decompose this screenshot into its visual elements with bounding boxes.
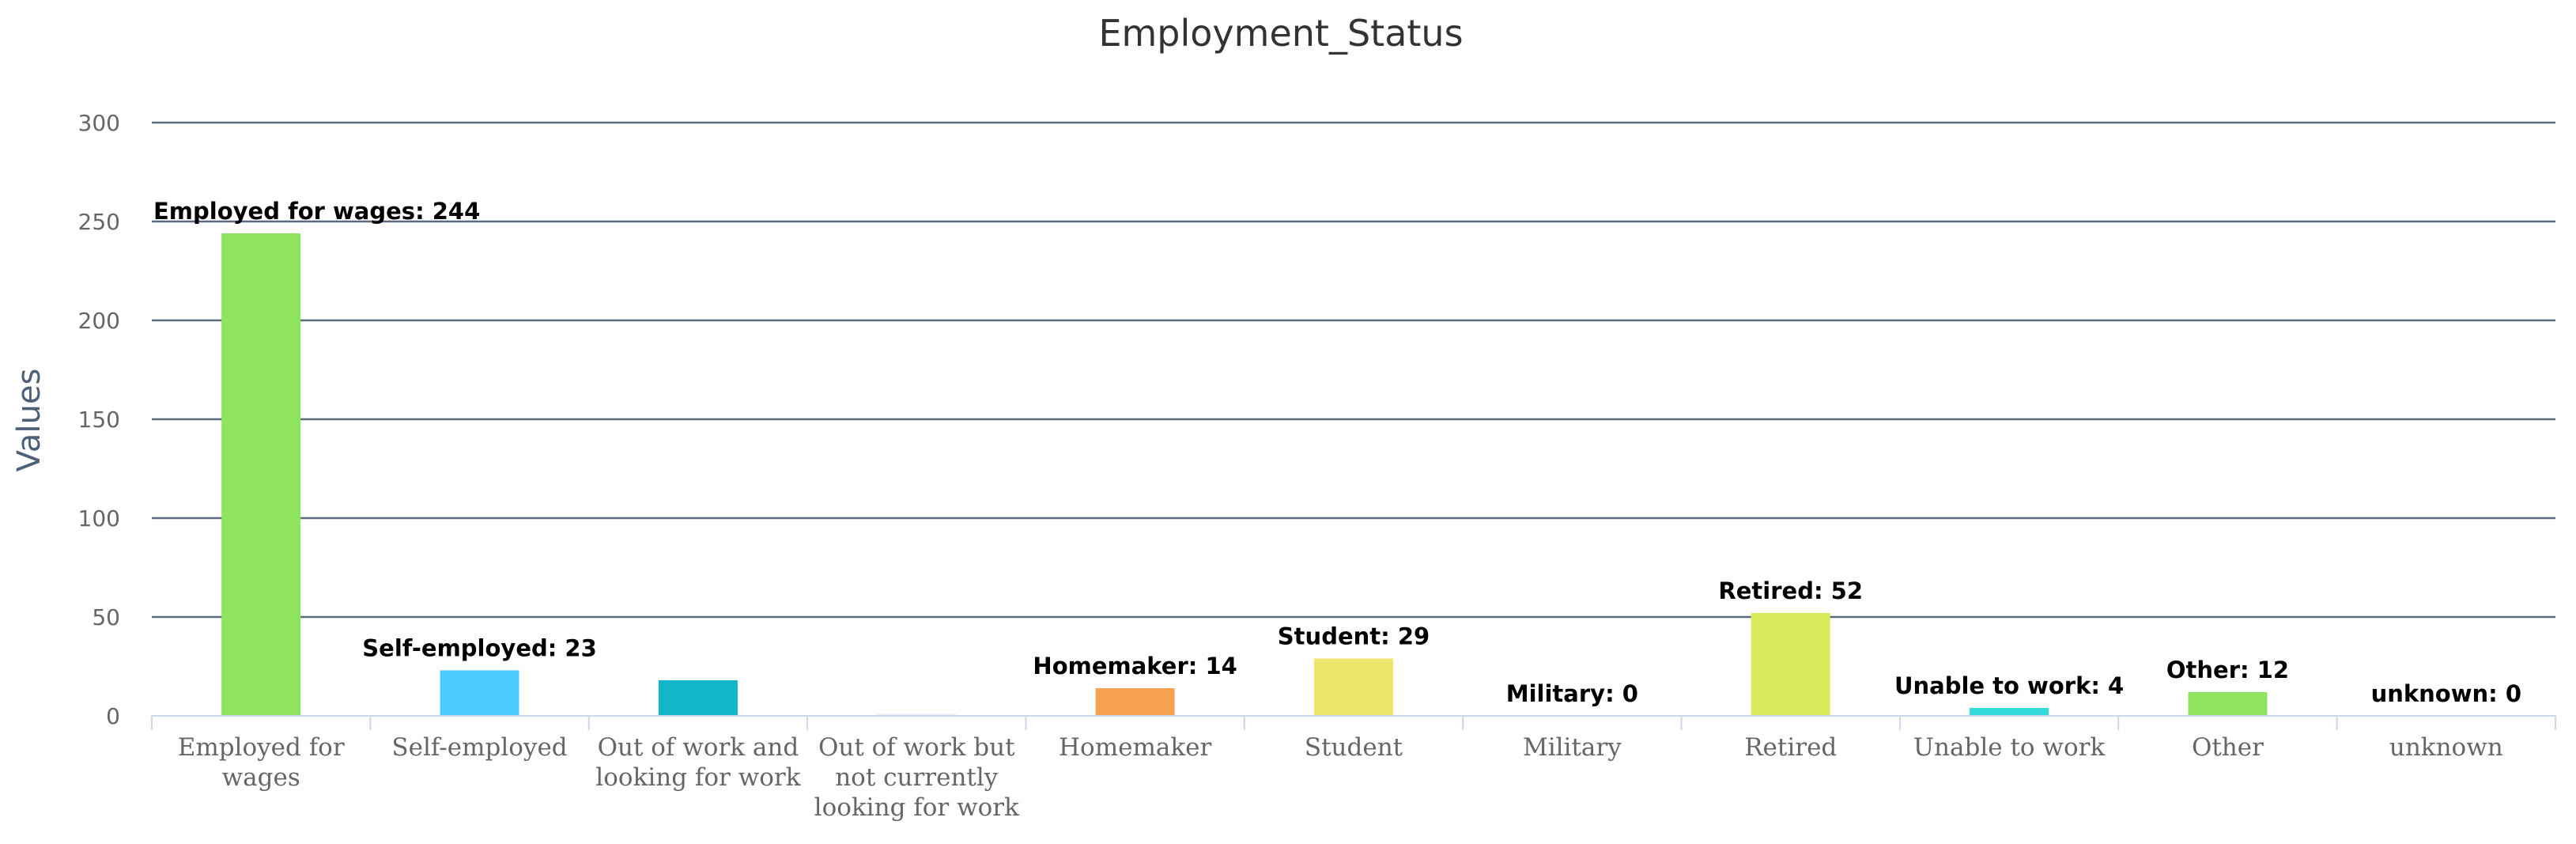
y-axis-label: Values bbox=[11, 368, 47, 472]
y-tick-label: 200 bbox=[77, 308, 120, 334]
bar[interactable] bbox=[1314, 659, 1393, 717]
bar[interactable] bbox=[1751, 613, 1830, 716]
data-label: Unable to work: 4 bbox=[1894, 672, 2125, 699]
gridlines bbox=[152, 123, 2555, 617]
data-label: unknown: 0 bbox=[2370, 680, 2522, 707]
data-label: Self-employed: 23 bbox=[362, 634, 597, 662]
chart-title: Employment_Status bbox=[1098, 12, 1464, 55]
x-tick-label: Military bbox=[1522, 733, 1622, 762]
y-tick-label: 100 bbox=[77, 505, 120, 532]
bar[interactable] bbox=[2188, 692, 2267, 716]
x-tick-label: Employed for wages bbox=[177, 733, 345, 792]
x-tick-label: unknown bbox=[2389, 733, 2503, 762]
y-tick-label: 300 bbox=[77, 110, 120, 136]
bar[interactable] bbox=[659, 680, 738, 716]
y-tick-label: 150 bbox=[77, 407, 120, 433]
x-tick-label: Self-employed bbox=[391, 733, 568, 762]
bar[interactable] bbox=[1096, 688, 1175, 716]
y-tick-label: 0 bbox=[106, 703, 120, 729]
bar[interactable] bbox=[440, 671, 519, 717]
data-label: Retired: 52 bbox=[1718, 577, 1864, 604]
x-axis-ticks bbox=[152, 716, 2555, 822]
bar[interactable] bbox=[221, 233, 300, 716]
data-labels bbox=[153, 198, 2521, 707]
data-label: Homemaker: 14 bbox=[1033, 653, 1237, 679]
x-tick-label: Other bbox=[2191, 733, 2264, 762]
data-label: Other: 12 bbox=[2166, 657, 2290, 683]
y-tick-label: 50 bbox=[92, 604, 120, 630]
x-tick-label: Out of work but not currently looking for work bbox=[814, 733, 1019, 822]
data-label: Employed for wages: 244 bbox=[153, 198, 481, 225]
x-tick-label: Out of work and looking for work bbox=[595, 733, 801, 792]
x-tick-label: Homemaker bbox=[1059, 733, 1212, 762]
bar[interactable] bbox=[1970, 708, 2049, 716]
y-tick-label: 250 bbox=[77, 209, 120, 235]
data-label: Military: 0 bbox=[1505, 680, 1638, 707]
x-tick-label: Student bbox=[1304, 733, 1403, 762]
x-tick-label: Unable to work bbox=[1913, 733, 2106, 762]
y-axis-ticks bbox=[78, 110, 120, 729]
data-label: Student: 29 bbox=[1277, 623, 1430, 650]
x-tick-label: Retired bbox=[1744, 733, 1838, 762]
